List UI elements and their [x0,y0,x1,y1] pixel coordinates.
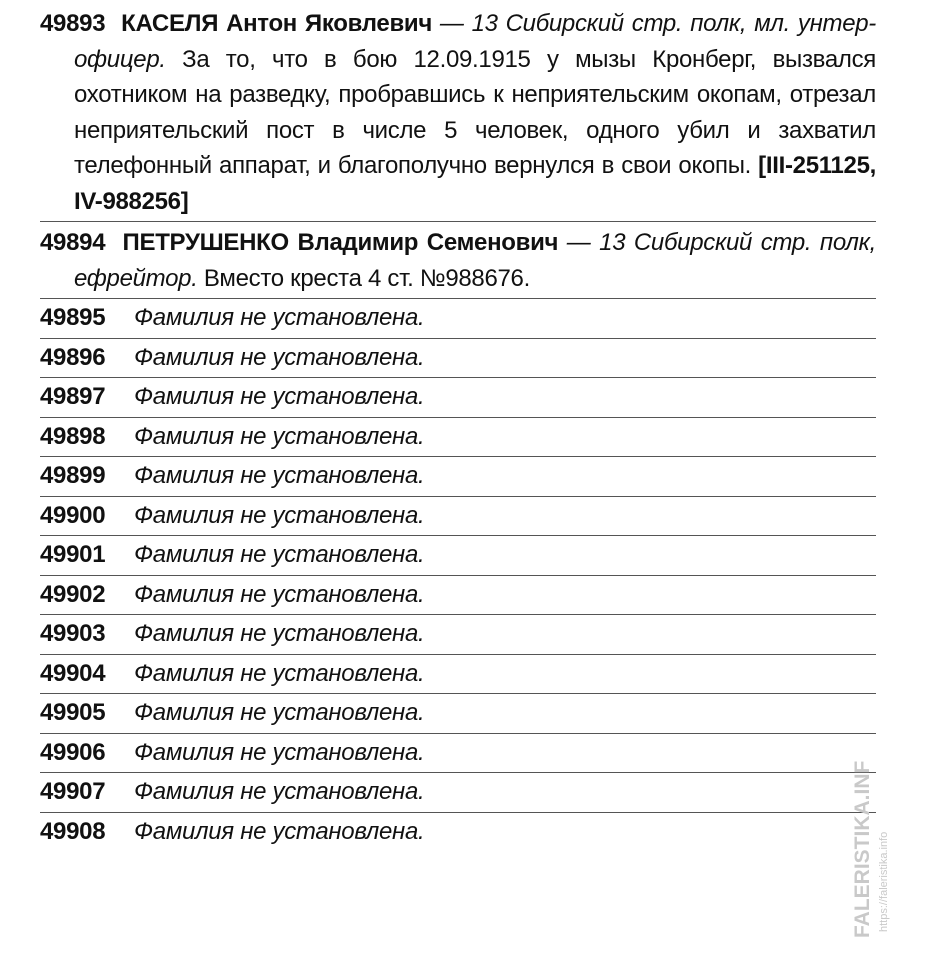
entry-49898 [40,418,876,458]
award-reference: [III-251125, IV-988256] [74,152,876,215]
entry-number: 49899 [40,462,106,489]
entry-text: Фамилия не установлена. [134,304,425,331]
person-name: ПЕТРУШЕНКО Владимир Семенович [122,229,559,256]
entry-49894 [40,222,876,299]
entry-dash: — [558,229,600,256]
entry-number: 49904 [40,659,106,687]
entry-dash: — [432,10,472,37]
entry-text: Фамилия не установлена. [134,659,425,687]
entry-number: 49893 [40,10,106,37]
entry-number: 49905 [40,699,106,726]
entry-49902 [40,576,876,616]
entry-text: Фамилия не установлена. [134,620,425,647]
entry-number: 49894 [40,229,106,256]
entry-49903 [40,615,876,655]
entry-number: 49898 [40,422,106,450]
entry-text: Фамилия не установлена. [134,422,425,450]
entry-49900 [40,497,876,537]
entry-text: Фамилия не установлена. [134,580,425,608]
entry-number: 49902 [40,580,106,608]
entry-text: Фамилия не установлена. [134,501,425,529]
entry-49907 [40,773,876,813]
entry-text: Фамилия не установлена. [134,462,425,489]
entry-number: 49901 [40,541,106,568]
citation-text: Вместо креста 4 ст. №988676. [197,264,530,292]
entry-49893 [40,6,876,222]
entry-49897 [40,378,876,418]
entry-49896 [40,339,876,379]
entry-text: Фамилия не установлена. [134,817,425,845]
entry-text: Фамилия не установлена. [134,778,425,805]
watermark-logo [843,760,893,940]
entry-number: 49906 [40,738,106,766]
entry-text: Фамилия не установлена. [134,541,425,568]
unit-rank: 13 Сибирский стр. полк, мл. унтер-офицер. [74,10,876,73]
entry-number: 49896 [40,343,106,371]
entry-text: Фамилия не установлена. [134,738,425,766]
entry-text: Фамилия не установлена. [134,383,425,410]
entry-49904 [40,655,876,695]
entry-text: Фамилия не установлена. [134,699,425,726]
entry-text: Фамилия не установлена. [134,343,425,371]
entry-number: 49908 [40,817,106,845]
entry-number: 49903 [40,620,106,647]
unit-rank: 13 Сибирский стр. полк, ефрейтор. [74,229,876,292]
entry-49899 [40,457,876,497]
person-name: КАСЕЛЯ Антон Яковлевич [121,10,432,37]
watermark-brand: FALERISTIKA.INFO [851,760,874,938]
entry-49901 [40,536,876,576]
entry-number: 49907 [40,778,106,805]
citation-text: За то, что в бою 12.09.1915 у мызы Кронберг, вызвался охотником на разведку, пробравшись к неприятельским окопам, отрезал неприятельский пост в числе 5 человек, одного убил и захватил телефонный аппарат, и благополучно вернулся в свои окопы. [74,45,876,179]
entry-49906 [40,734,876,774]
entry-49895 [40,299,876,339]
entry-number: 49895 [40,304,106,331]
watermark [843,760,893,940]
entry-number: 49900 [40,501,106,529]
watermark-url: https://faleristika.info [878,831,890,932]
document-page [40,6,876,851]
entry-49905 [40,694,876,734]
entry-number: 49897 [40,383,106,410]
entry-49908 [40,813,876,852]
